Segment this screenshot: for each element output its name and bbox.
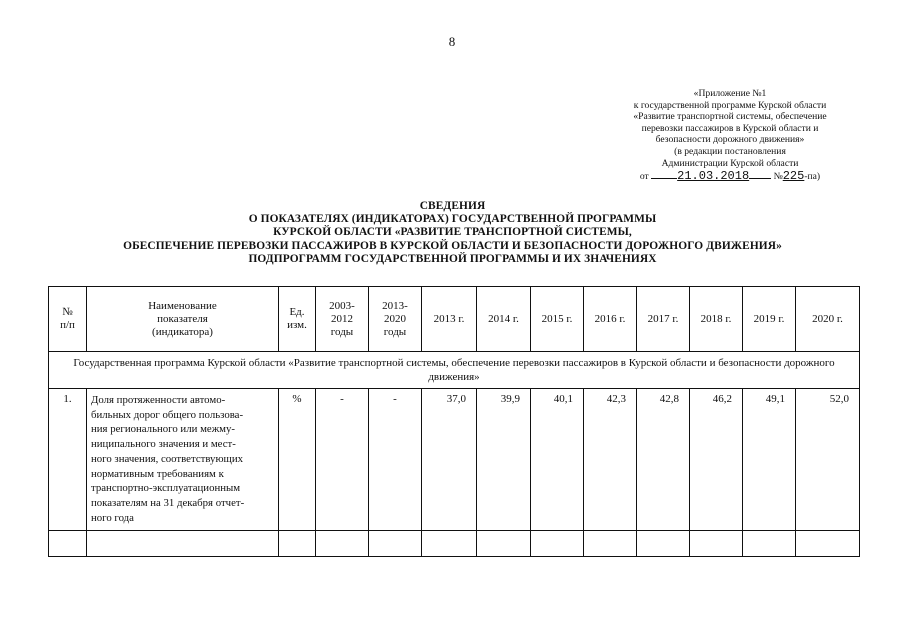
indicators-table (48, 286, 860, 557)
indicator-name-line: ния регионального или межму- (91, 423, 235, 436)
value-2014: 39,9 (477, 389, 531, 531)
indicator-name (87, 389, 279, 531)
heading-line: СВЕДЕНИЯ (419, 200, 486, 212)
appendix-line: «Приложение №1 (693, 88, 767, 99)
header-period-2013-2020: 2013- 2020 годы (369, 287, 422, 352)
appendix-date-line (598, 169, 862, 183)
header-year-2018: 2018 г. (690, 287, 743, 352)
empty-cell (422, 531, 477, 557)
appendix-line: Администрации Курской области (661, 157, 799, 169)
value-2015: 40,1 (531, 389, 584, 531)
empty-cell (316, 531, 369, 557)
empty-cell (743, 531, 796, 557)
indicator-name-line: Доля протяженности автомо- (91, 394, 226, 406)
heading-line: КУРСКОЙ ОБЛАСТИ «РАЗВИТИЕ ТРАНСПОРТНОЙ СИСТЕМЫ, (273, 226, 632, 239)
empty-cell (796, 531, 860, 557)
value-2003-2012: - (316, 389, 369, 531)
table-row (49, 389, 860, 531)
table-header-row (49, 287, 860, 352)
empty-cell (369, 531, 422, 557)
empty-cell (690, 531, 743, 557)
header-year-2013: 2013 г. (422, 287, 477, 352)
date-prefix: от (639, 171, 649, 183)
indicator-name-line: показателям на 31 декабря отчет- (91, 496, 245, 509)
value-2013-2020: - (369, 389, 422, 531)
number-suffix: -па) (804, 171, 821, 183)
header-year-2014: 2014 г. (477, 287, 531, 352)
document-heading (60, 200, 845, 266)
header-period-2003-2012: 2003- 2012 годы (316, 287, 369, 352)
resolution-date: 21.03.2018 (677, 169, 750, 184)
header-year-2017: 2017 г. (637, 287, 690, 352)
header-year-2016: 2016 г. (584, 287, 637, 352)
number-prefix: № (773, 171, 783, 183)
indicator-name-line: ного года (91, 511, 134, 524)
empty-cell (49, 531, 87, 557)
page-number: 8 (448, 34, 456, 49)
blank-line (651, 169, 677, 179)
empty-table-row (49, 531, 860, 557)
appendix-note (598, 88, 862, 183)
header-indicator-name: Наименование показателя (индикатора) (87, 287, 279, 352)
header-year-2019: 2019 г. (743, 287, 796, 352)
indicator-name-line: нормативным требованиям к (91, 467, 224, 480)
indicator-name-line: ного значения, соответствующих (91, 452, 244, 465)
value-2017: 42,8 (637, 389, 690, 531)
indicator-name-line: транспортно-эксплуатационным (91, 482, 241, 495)
appendix-line: «Развитие транспортной системы, обеспечение (633, 111, 827, 123)
header-year-2015: 2015 г. (531, 287, 584, 352)
unit-cell: % (279, 389, 316, 531)
value-2016: 42,3 (584, 389, 637, 531)
value-2020: 52,0 (796, 389, 860, 531)
section-row (49, 352, 860, 389)
heading-line: ОБЕСПЕЧЕНИЕ ПЕРЕВОЗКИ ПАССАЖИРОВ В КУРСКОЙ ОБЛАСТИ И БЕЗОПАСНОСТИ ДОРОЖНОГО ДВИЖЕНИЯ» (123, 239, 782, 252)
section-title: Государственная программа Курской области «Развитие транспортной системы, обеспечение перевозки пассажиров в Курской области и безопасности дорожного движения» (49, 352, 860, 389)
resolution-number: 225 (782, 169, 805, 184)
empty-cell (637, 531, 690, 557)
indicator-name-line: бильных дорог общего пользова- (91, 408, 244, 421)
empty-cell (531, 531, 584, 557)
empty-cell (584, 531, 637, 557)
indicator-name-line: ниципального значения и мест- (91, 438, 236, 451)
value-2013: 37,0 (422, 389, 477, 531)
empty-cell (87, 531, 279, 557)
appendix-line: (в редакции постановления (674, 145, 786, 157)
heading-line: ПОДПРОГРАММ ГОСУДАРСТВЕННОЙ ПРОГРАММЫ И ИХ ЗНАЧЕНИЯХ (248, 252, 657, 265)
header-unit: Ед. изм. (279, 287, 316, 352)
appendix-line: к государственной программе Курской области (633, 99, 827, 111)
value-2019: 49,1 (743, 389, 796, 531)
header-year-2020: 2020 г. (796, 287, 860, 352)
appendix-line: перевозки пассажиров в Курской области и (641, 122, 819, 134)
heading-line: О ПОКАЗАТЕЛЯХ (ИНДИКАТОРАХ) ГОСУДАРСТВЕННОЙ ПРОГРАММЫ (248, 213, 657, 226)
empty-cell (279, 531, 316, 557)
row-number: 1. (49, 389, 87, 531)
empty-cell (477, 531, 531, 557)
appendix-line: безопасности дорожного движения» (655, 134, 805, 146)
header-number: № п/п (49, 287, 87, 352)
blank-line (749, 169, 771, 179)
value-2018: 46,2 (690, 389, 743, 531)
